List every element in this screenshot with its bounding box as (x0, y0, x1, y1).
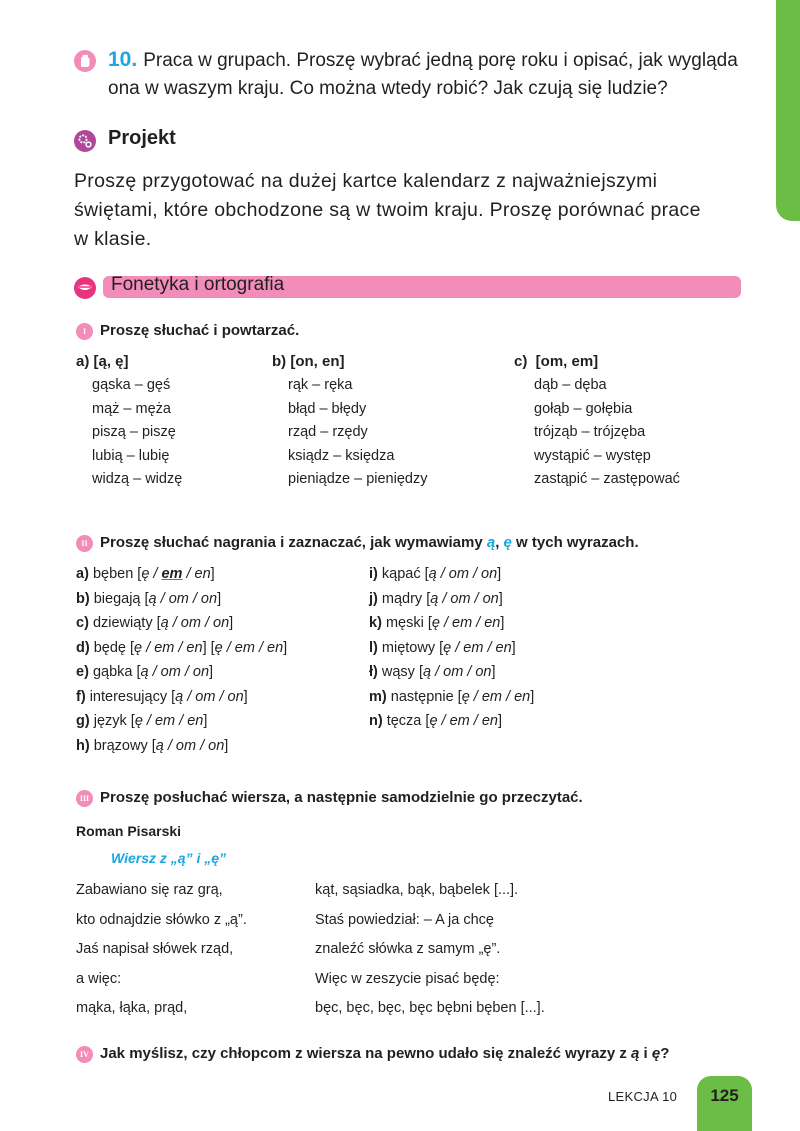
answer-item (369, 636, 669, 661)
poem-line: Staś powiedział: – A ja chcę (315, 911, 494, 928)
project-line: świętami, które obchodzone są w twoim kraju. Proszę porównać prace (74, 199, 701, 221)
word-pair: mąż – męża (92, 400, 171, 417)
bracket: ] (283, 639, 288, 656)
item-letter: f) (76, 688, 86, 705)
bracket: ] [ (202, 639, 215, 656)
poem-line: Zabawiano się raz grą, (76, 882, 223, 898)
word-pair: piszą – piszę (92, 424, 176, 440)
item-word: będę [ (93, 639, 135, 656)
column-heading: b) [on, en] (272, 353, 345, 370)
item-letter: b) (76, 590, 90, 607)
item-letter: j) (369, 590, 378, 607)
word-pair: lubią – lubię (92, 447, 170, 464)
item-letter: n) (369, 713, 383, 729)
word-pair: wystąpić – występ (534, 447, 651, 464)
word-pair: trójząb – trójzęba (534, 424, 646, 440)
item-letter: i) (369, 566, 378, 582)
poem-left (76, 876, 306, 1024)
answer-item (76, 611, 366, 636)
bracket: ] (511, 639, 516, 656)
poem-line: Jaś napisał słówek rząd, (76, 941, 234, 957)
bracket: ] (243, 688, 248, 705)
section-title: Fonetyka i ortografia (111, 274, 285, 295)
bracket: ] (497, 713, 502, 729)
answer-item (76, 685, 366, 710)
poem-line: mąka, łąka, prąd, (76, 1000, 188, 1016)
poem-line: kto odnajdzie słówko z „ą”. (76, 911, 247, 928)
word-pair: gołąb – gołębia (534, 400, 633, 417)
word-pair: widzą – widzę (92, 471, 183, 487)
bracket: ] (229, 615, 234, 631)
exercise-10-line2: ona w waszym kraju. Co można wtedy robić? Jak czują się ludzie? (108, 78, 668, 99)
item-options: / en (182, 566, 211, 582)
bracket: ] (203, 713, 208, 729)
word-pair: błąd – błędy (288, 400, 367, 417)
poem-line: bęc, bęc, bęc, bęc bębni bęben [...]. (315, 1000, 545, 1016)
task-title: i (639, 1045, 652, 1062)
answer-item (369, 709, 669, 734)
task-title: ? (660, 1045, 670, 1062)
task-title: Proszę słuchać i powtarzać. (100, 322, 300, 339)
item-word: gąbka [ (92, 664, 141, 680)
poem-line: kąt, sąsiadka, bąk, bąbelek [...]. (315, 882, 519, 898)
poem-line: a więc: (76, 970, 122, 987)
roman-numeral-badge: III (76, 790, 93, 807)
word-pair: dąb – dęba (534, 377, 607, 393)
highlight-letter: ą (631, 1045, 640, 1062)
answer-item (76, 636, 366, 661)
item-options[interactable]: ę / em / en (431, 615, 501, 631)
item-letter: m) (369, 688, 387, 705)
word-pair: zastąpić – zastępować (534, 471, 680, 487)
item-options[interactable]: ę / em / en (134, 639, 203, 656)
item-options[interactable]: ą / om / on (422, 664, 492, 680)
item-word: język [ (93, 713, 135, 729)
roman-numeral-badge: I (76, 323, 93, 340)
column-a (76, 353, 256, 492)
word-pair: rząd – rzędy (288, 424, 368, 440)
item-letter: h) (76, 737, 90, 754)
item-word: brązowy [ (93, 737, 156, 754)
bracket: ] (217, 590, 222, 607)
task-1-heading (76, 322, 299, 340)
poem-right (315, 876, 735, 1024)
item-letter: l) (369, 639, 378, 656)
highlight-letter: ą (486, 534, 496, 551)
hand-icon (74, 50, 96, 72)
answer-item (76, 734, 366, 759)
item-options[interactable]: ą / om / on (140, 664, 210, 680)
item-options[interactable]: ą / om / on (430, 590, 499, 607)
item-word: biegają [ (93, 590, 149, 607)
answer-item (76, 709, 366, 734)
item-letter: ł) (369, 664, 378, 680)
item-word: następnie [ (390, 688, 462, 705)
item-letter: g) (76, 713, 90, 729)
item-letter: a) (76, 566, 89, 582)
highlight-letter: ę (651, 1045, 661, 1062)
answer-item (369, 562, 669, 587)
task-3-heading (76, 789, 583, 807)
answer-item (369, 611, 669, 636)
item-options[interactable]: ą / om / on (428, 566, 498, 582)
selected-option[interactable]: em (161, 566, 183, 582)
task-title: Proszę posłuchać wiersza, a następnie samodzielnie go przeczytać. (100, 789, 583, 806)
item-letter: d) (76, 639, 90, 656)
item-word: męski [ (385, 615, 432, 631)
word-pair: gąska – gęś (92, 377, 171, 393)
item-word: tęcza [ (386, 713, 430, 729)
item-options[interactable]: ą / om / on (155, 737, 225, 754)
task-2-heading (76, 534, 639, 552)
item-options[interactable]: ę / em / en (214, 639, 284, 656)
page-number: 125 (697, 1076, 752, 1131)
answer-item (369, 685, 669, 710)
answers-right (369, 562, 669, 734)
column-c (514, 353, 754, 492)
roman-numeral-badge: IV (76, 1046, 93, 1063)
bracket: ] (530, 688, 535, 705)
item-word: bęben [ (92, 566, 142, 582)
answer-item (76, 660, 366, 685)
bracket: ] (491, 664, 496, 680)
answer-item (76, 562, 366, 587)
mouth-icon (74, 277, 96, 299)
item-options: ę / (141, 566, 162, 582)
poem-author: Roman Pisarski (76, 823, 182, 839)
item-options[interactable]: ą / om / on (160, 615, 230, 631)
item-options[interactable]: ę / em / en (461, 688, 531, 705)
chapter-tab (776, 0, 800, 221)
project-title: Projekt (108, 127, 176, 149)
item-word: miętowy [ (381, 639, 444, 656)
gears-icon (74, 130, 96, 152)
bracket: ] (500, 615, 505, 631)
bracket: ] (209, 664, 214, 680)
column-b (272, 353, 492, 492)
bracket: ] (210, 566, 215, 582)
task-title: w tych wyrazach. (511, 534, 639, 551)
exercise-10-line1: Praca w grupach. Proszę wybrać jedną porę roku i opisać, jak wygląda (143, 50, 738, 71)
project-line: Proszę przygotować na dużej kartce kalendarz z najważniejszymi (74, 170, 658, 192)
item-letter: e) (76, 664, 89, 680)
item-word: wąsy [ (381, 664, 423, 680)
answer-item (369, 660, 669, 685)
poem-title: Wiersz z „ą” i „ę” (111, 850, 227, 866)
bracket: ] (498, 590, 503, 607)
item-word: kąpać [ (381, 566, 429, 582)
task-title: Proszę słuchać nagrania i zaznaczać, jak wymawiamy (100, 534, 487, 551)
project-text (74, 167, 758, 254)
exercise-number: 10. (108, 48, 138, 71)
word-pair: rąk – ręka (288, 377, 353, 393)
poem-line: Więc w zeszycie pisać będę: (315, 970, 500, 987)
item-options[interactable]: ą / om / on (175, 688, 244, 705)
column-heading: c) [om, em] (514, 353, 599, 370)
item-word: dziewiąty [ (92, 615, 161, 631)
task-title-comma: , (495, 534, 504, 551)
item-letter: k) (369, 615, 382, 631)
item-options[interactable]: ę / em / en (134, 713, 204, 729)
lesson-label: LEKCJA 10 (608, 1089, 678, 1104)
roman-numeral-badge: II (76, 535, 93, 552)
answers-left (76, 562, 366, 758)
item-letter: c) (76, 615, 89, 631)
item-word: interesujący [ (89, 688, 176, 705)
answer-item (76, 587, 366, 612)
item-options[interactable]: ę / em / en (429, 713, 498, 729)
column-heading: a) [ą, ę] (76, 353, 129, 370)
task-title: Jak myślisz, czy chłopcom z wiersza na pewno udało się znaleźć wyrazy z (100, 1045, 632, 1062)
project-line: w klasie. (74, 228, 152, 250)
item-word: mądry [ (381, 590, 431, 607)
answer-item (369, 587, 669, 612)
word-pair: ksiądz – księdza (288, 447, 395, 464)
word-pair: pieniądze – pieniędzy (288, 471, 428, 487)
bracket: ] (497, 566, 502, 582)
item-options[interactable]: ę / em / en (443, 639, 512, 656)
task-4-heading (76, 1045, 669, 1063)
item-options[interactable]: ą / om / on (148, 590, 218, 607)
bracket: ] (224, 737, 229, 754)
exercise-10 (108, 46, 758, 103)
highlight-letter: ę (503, 534, 512, 551)
poem-line: znaleźć słówka z samym „ę”. (315, 941, 501, 957)
